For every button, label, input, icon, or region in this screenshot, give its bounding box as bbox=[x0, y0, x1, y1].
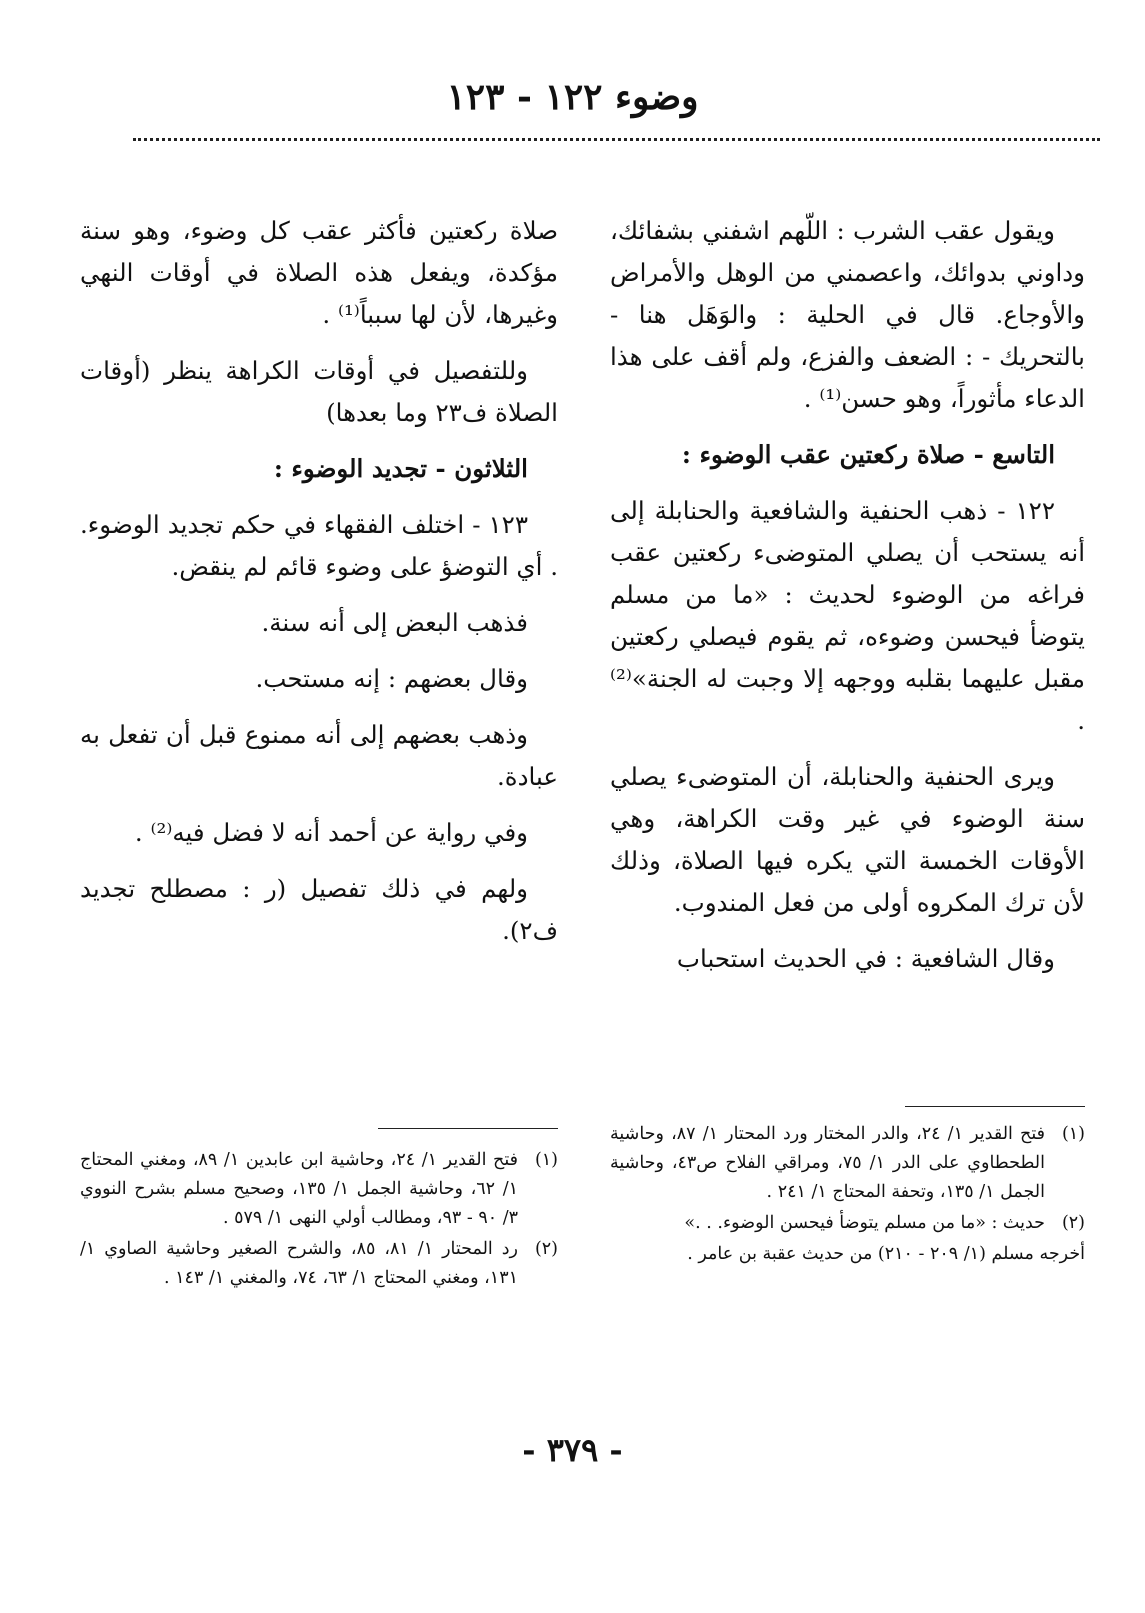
footnote bbox=[610, 1209, 1085, 1238]
footnote-number: (٢) bbox=[1061, 1213, 1085, 1233]
paragraph-details-reference: ولهم في ذلك تفصيل (ر : مصطلح تجديد ف٢). bbox=[80, 874, 558, 945]
footnote-text: فتح القدير ١/ ٢٤، وحاشية ابن عابدين ١/ ٨٩، ومغني المحتاج ١/ ٦٢، وحاشية الجمل ١/ ١٣٥، وصحيح مسلم بشرح النووي ٣/ ٩٠ - ٩٣، ومطالب أولي النهى ١/ ٥٧٩ . bbox=[80, 1150, 518, 1228]
left-column bbox=[80, 210, 558, 966]
paragraph-drinking-dua: ويقول عقب الشرب : اللّهم اشفني بشفائك، وداوني بدوائك، واعصمني من الوهل والأمراض والأوجاع. قال في الحلية : والوَهَل هنا - بالتحريك - : الضعف والفزع، ولم أقف على هذا الدعاء مأثوراً، وهو حسن⁽¹⁾ . bbox=[610, 216, 1085, 413]
footnote-number: (١) bbox=[534, 1150, 558, 1170]
paragraph-122: ١٢٢ - ذهب الحنفية والشافعية والحنابلة إلى أنه يستحب أن يصلي المتوضىء ركعتين عقب فراغه من الوضوء لحديث : «ما من مسلم يتوضأ فيحسن وضوءه، ثم يقوم فيصلي ركعتين مقبل عليهما بقلبه ووجهه إلا وجبت له الجنة»⁽²⁾ . bbox=[610, 496, 1085, 735]
footnote bbox=[610, 1120, 1085, 1207]
header-dotted-divider bbox=[133, 138, 1100, 141]
section-heading-two-rakahs: التاسع - صلاة ركعتين عقب الوضوء : bbox=[681, 440, 1055, 469]
page-number: - ٣٧٩ - bbox=[522, 1431, 623, 1469]
footnote-text: حديث : «ما من مسلم يتوضأ فيحسن الوضوء. . .» bbox=[684, 1213, 1045, 1233]
footnote-divider-left bbox=[378, 1128, 558, 1129]
footnote-source-note: أخرجه مسلم (١/ ٢٠٩ - ٢١٠) من حديث عقبة بن عامر . bbox=[687, 1244, 1085, 1264]
paragraph-forbidden-view: وذهب بعضهم إلى أنه ممنوع قبل أن تفعل به عبادة. bbox=[80, 720, 558, 791]
footnote-text: فتح القدير ١/ ٢٤، والدر المختار ورد المحتار ١/ ٨٧، وحاشية الطحطاوي على الدر ١/ ٧٥، ومراقي الفلاح ص٤٣، وحاشية الجمل ١/ ١٣٥، وتحفة المحتاج ١/ ٢٤١ . bbox=[610, 1124, 1045, 1202]
section-heading-renewing-wudu: الثلاثون - تجديد الوضوء : bbox=[273, 454, 528, 483]
paragraph-sunnah-view: فذهب البعض إلى أنه سنة. bbox=[261, 608, 528, 637]
footnote-divider-right bbox=[905, 1106, 1085, 1107]
footnote-number: (١) bbox=[1061, 1124, 1085, 1144]
footnote bbox=[80, 1235, 558, 1293]
paragraph-ahmad-narration: وفي رواية عن أحمد أنه لا فضل فيه⁽²⁾ . bbox=[134, 818, 528, 847]
paragraph-hanafi-hanbali-view: ويرى الحنفية والحنابلة، أن المتوضىء يصلي سنة الوضوء في غير وقت الكراهة، وهي الأوقات الخمسة التي يكره فيها الصلاة، وذلك لأن ترك المكروه أولى من فعل المندوب. bbox=[610, 762, 1085, 917]
footnotes-right bbox=[610, 1120, 1085, 1269]
footnote-text: رد المحتار ١/ ٨١، ٨٥، والشرح الصغير وحاشية الصاوي ١/ ١٣١، ومغني المحتاج ١/ ٦٣، ٧٤، والمغني ١/ ١٤٣ . bbox=[80, 1239, 518, 1288]
paragraph-123: ١٢٣ - اختلف الفقهاء في حكم تجديد الوضوء. . أي التوضؤ على وضوء قائم لم ينقض. bbox=[80, 510, 558, 581]
paragraph-shafii-view: وقال الشافعية : في الحديث استحباب bbox=[676, 944, 1055, 973]
page-header-title: وضوء ١٢٢ - ١٢٣ bbox=[446, 76, 699, 118]
right-column bbox=[610, 210, 1085, 994]
paragraph-continuation: صلاة ركعتين فأكثر عقب كل وضوء، وهو سنة مؤكدة، ويفعل هذه الصلاة في أوقات النهي وغيرها، لأن لها سبباً⁽¹⁾ . bbox=[80, 216, 558, 329]
footnote bbox=[80, 1146, 558, 1233]
paragraph-karaha-reference: وللتفصيل في أوقات الكراهة ينظر (أوقات الصلاة ف٢٣ وما بعدها) bbox=[80, 356, 558, 427]
paragraph-mustahab-view: وقال بعضهم : إنه مستحب. bbox=[255, 664, 528, 693]
footnote-number: (٢) bbox=[534, 1239, 558, 1259]
footnotes-left bbox=[80, 1146, 558, 1295]
